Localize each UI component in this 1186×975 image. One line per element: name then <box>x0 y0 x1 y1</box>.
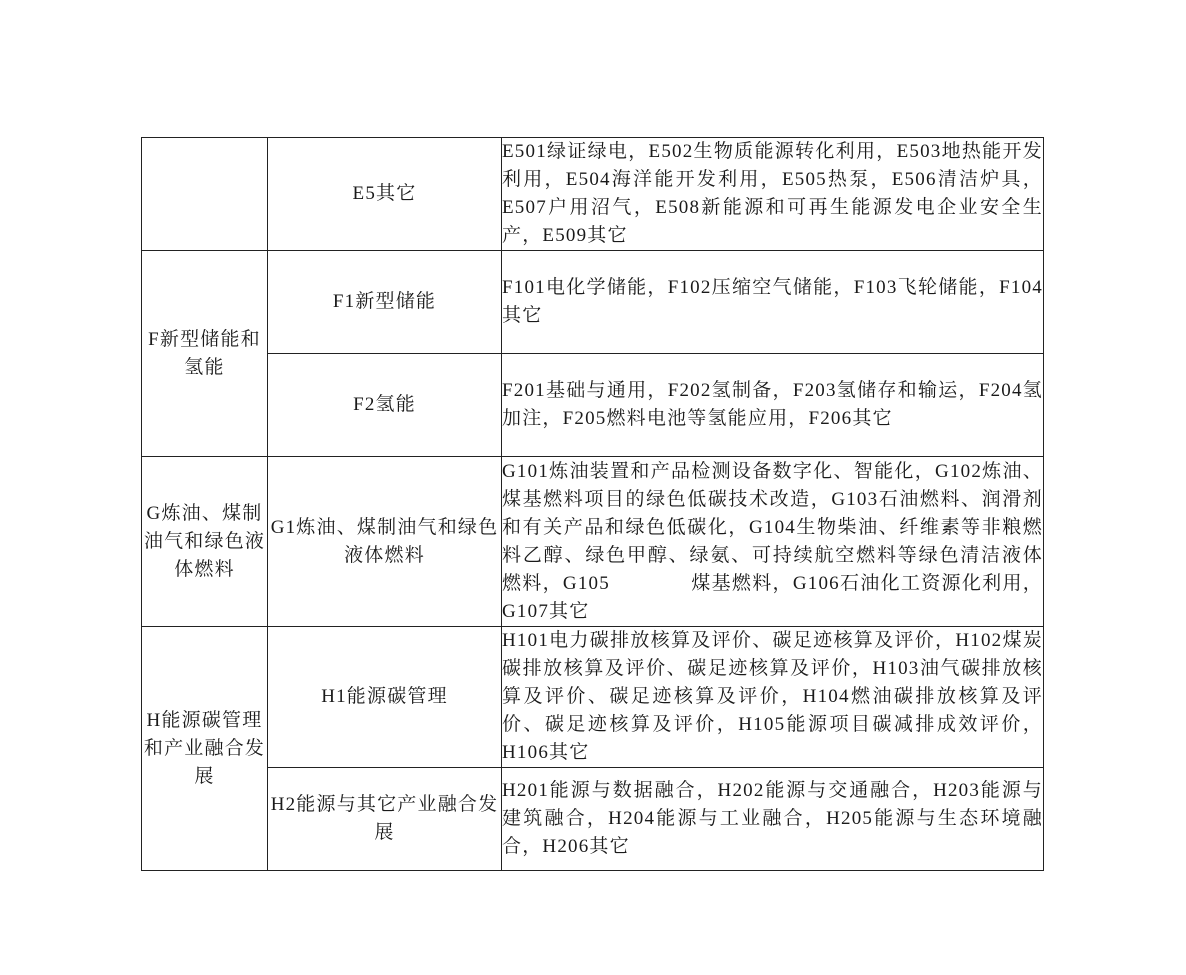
table-row <box>142 768 1044 871</box>
category-cell <box>142 138 268 251</box>
items-text: F201基础与通用，F202氢制备，F203氢储存和输运，F204氢加注，F205燃料电池等氢能应用，F206其它 <box>502 380 1043 429</box>
items-text: G101炼油装置和产品检测设备数字化、智能化，G102炼油、煤基燃料项目的绿色低碳技术改造，G103石油燃料、润滑剂和有关产品和绿色低碳化，G104生物柴油、纤维素等非粮燃料乙醇、绿色甲醇、绿氨、可持续航空燃料等绿色清洁液体燃料，G105 煤基燃料，G106石油化工资源化利用，G107其它 <box>502 460 1043 622</box>
items-cell <box>502 251 1044 354</box>
items-text: F101电化学储能，F102压缩空气储能，F103飞轮储能，F104其它 <box>502 277 1043 326</box>
table-row <box>142 251 1044 354</box>
category-table <box>141 137 1044 871</box>
table-row <box>142 457 1044 627</box>
category-cell: F新型储能和氢能 <box>142 251 268 457</box>
subcategory-cell: H1能源碳管理 <box>268 627 502 768</box>
items-cell <box>502 768 1044 871</box>
items-text: E501绿证绿电，E502生物质能源转化利用，E503地热能开发利用，E504海洋能开发利用，E505热泵，E506清洁炉具，E507户用沼气，E508新能源和可再生能源发电企业安全生产，E509其它 <box>502 141 1043 246</box>
category-cell: H能源碳管理和产业融合发展 <box>142 627 268 871</box>
items-text: H101电力碳排放核算及评价、碳足迹核算及评价，H102煤炭碳排放核算及评价、碳足迹核算及评价，H103油气碳排放核算及评价、碳足迹核算及评价，H104燃油碳排放核算及评价、碳足迹核算及评价，H105能源项目碳减排成效评价，H106其它 <box>502 630 1043 763</box>
table-row <box>142 627 1044 768</box>
table-row <box>142 138 1044 251</box>
subcategory-cell: G1炼油、煤制油气和绿色液体燃料 <box>268 457 502 627</box>
items-cell <box>502 354 1044 457</box>
items-cell <box>502 457 1044 627</box>
table-row <box>142 354 1044 457</box>
subcategory-cell: F1新型储能 <box>268 251 502 354</box>
subcategory-cell: F2氢能 <box>268 354 502 457</box>
items-cell <box>502 138 1044 251</box>
items-text: H201能源与数据融合，H202能源与交通融合，H203能源与建筑融合，H204能源与工业融合，H205能源与生态环境融合，H206其它 <box>502 780 1043 857</box>
subcategory-cell: H2能源与其它产业融合发展 <box>268 768 502 871</box>
items-cell <box>502 627 1044 768</box>
category-cell: G炼油、煤制油气和绿色液体燃料 <box>142 457 268 627</box>
subcategory-cell: E5其它 <box>268 138 502 251</box>
